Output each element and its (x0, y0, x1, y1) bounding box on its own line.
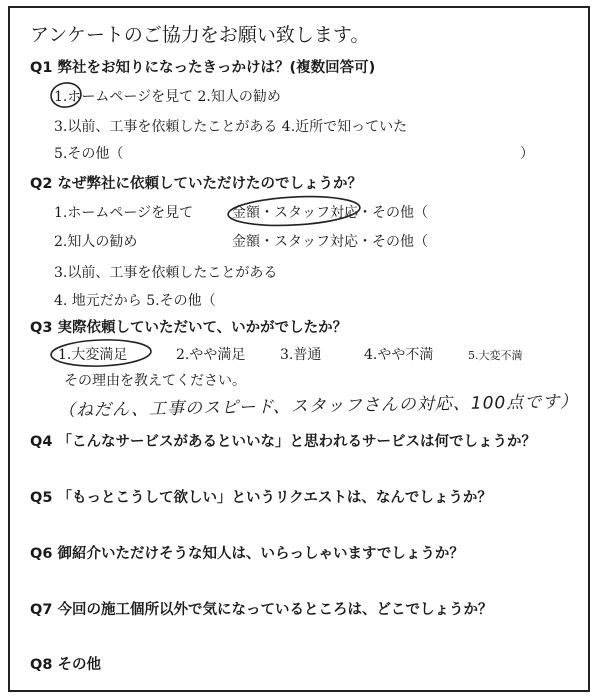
q3-option-2: 2.やや満足 (176, 347, 246, 363)
q2-option-homepage-reason: 金額・スタッフ対応・その他（ (232, 205, 428, 221)
q1-options-row3: 5.その他（ (54, 146, 124, 162)
q2-option-homepage: 1.ホームページを見て (54, 205, 194, 221)
q2-option-referral: 2.知人の勧め (54, 234, 138, 250)
q2-option-referral-reason: 金額・スタッフ対応・その他（ (232, 234, 428, 250)
q1-options-row1: 1.ホームページを見て 2.知人の勧め (54, 89, 281, 105)
q2-option-local-other: 4. 地元だから 5.その他（ (54, 293, 216, 309)
q1-options-row2: 3.以前、工事を依頼したことがある 4.近所で知っていた (54, 119, 408, 135)
q3-reason-label: その理由を教えてください。 (64, 373, 246, 389)
q5-question: Q5 「もっとこうして欲しい」というリクエストは、なんでしょうか？ (30, 490, 492, 506)
survey-title: アンケートのご協力をお願い致します。 (30, 24, 370, 46)
q8-question: Q8 その他 (30, 657, 101, 673)
q3-question: Q3 実際依頼していただいて、いかがでしたか？ (30, 320, 348, 336)
q6-question: Q6 御紹介いただけそうな知人は、いらっしゃいますでしょうか？ (30, 546, 464, 562)
q4-question: Q4 「こんなサービスがあるといいな」と思われるサービスは何でしょうか？ (30, 434, 536, 450)
q3-option-3: 3.普通 (280, 347, 322, 363)
survey-sheet (8, 6, 590, 692)
q7-question: Q7 今回の施工個所以外で気になっているところは、どこでしょうか？ (30, 602, 493, 618)
q3-handwritten-answer: （ねだん、工事のスピード、スタッフさんの対応、100点です） (57, 391, 579, 421)
q2-question: Q2 なぜ弊社に依頼していただけたのでしょうか？ (30, 176, 362, 192)
q2-option-previous: 3.以前、工事を依頼したことがある (54, 265, 278, 281)
q3-option-5: 5.大変不満 (468, 349, 523, 362)
q3-option-4: 4.やや不満 (364, 347, 434, 363)
q3-option-1: 1.大変満足 (58, 347, 128, 363)
q1-question: Q1 弊社をお知りになったきっかけは？(複数回答可) (30, 60, 376, 76)
q1-options-row3-close: ） (520, 146, 534, 162)
